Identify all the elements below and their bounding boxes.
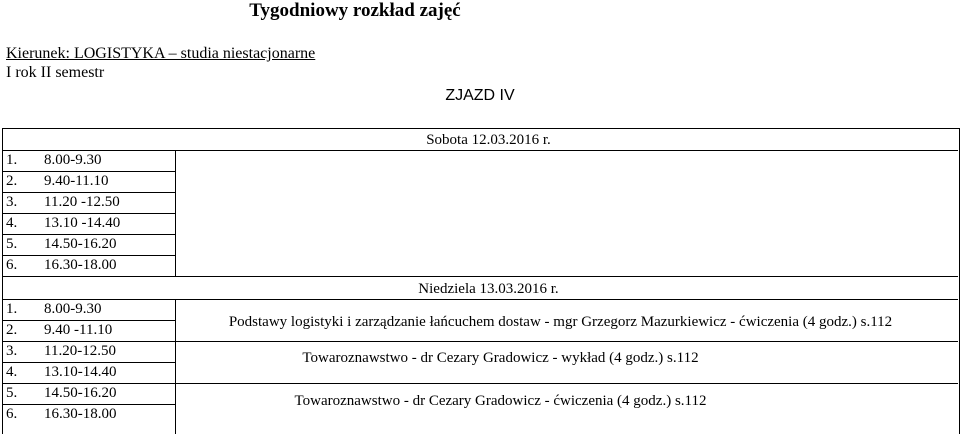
divider bbox=[3, 341, 958, 342]
divider bbox=[3, 150, 958, 151]
saturday-slot-1: 1. 8.00-9.30 bbox=[6, 152, 102, 168]
zjazd-label bbox=[0, 86, 960, 106]
saturday-slot-5: 5. 14.50-16.20 bbox=[6, 236, 117, 252]
sunday-slot-6: 6. 16.30-18.00 bbox=[6, 406, 117, 422]
saturday-slot-4: 4. 13.10 -14.40 bbox=[6, 215, 121, 231]
saturday-slot-2: 2. 9.40-11.10 bbox=[6, 173, 109, 189]
sunday-slot-5: 5. 14.50-16.20 bbox=[6, 385, 117, 401]
sunday-day-text: Niedziela 13.03.2016 r. bbox=[418, 281, 559, 297]
sunday-entry-1: Podstawy logistyki i zarządzanie łańcuchem dostaw - mgr Grzegorz Mazurkiewicz - ćwiczenia (4 godz.) s.112 bbox=[228, 314, 893, 330]
divider bbox=[3, 299, 958, 300]
sunday-day-header bbox=[3, 280, 958, 298]
divider bbox=[3, 276, 958, 277]
semester-label: I rok II semestr bbox=[6, 64, 105, 81]
saturday-slot-3: 3. 11.20 -12.50 bbox=[6, 194, 120, 210]
sunday-slot-2: 2. 9.40 -11.10 bbox=[6, 322, 113, 338]
schedule-grid bbox=[2, 128, 960, 434]
program-label bbox=[6, 45, 315, 63]
program-text: Kierunek: LOGISTYKA – studia niestacjonarne bbox=[6, 45, 316, 62]
divider bbox=[3, 383, 958, 384]
saturday-day-text: Sobota 12.03.2016 r. bbox=[426, 132, 551, 148]
sunday-slot-1: 1. 8.00-9.30 bbox=[6, 301, 102, 317]
sunday-slot-4: 4. 13.10-14.40 bbox=[6, 364, 117, 380]
sunday-entry-2: Towaroznawstwo - dr Cezary Gradowicz - wykład (4 godz.) s.112 bbox=[302, 350, 699, 366]
page-title: Tygodniowy rozkład zajęć bbox=[249, 0, 461, 21]
sunday-slot-3: 3. 11.20-12.50 bbox=[6, 343, 116, 359]
saturday-day-header bbox=[3, 131, 958, 149]
zjazd-text: ZJAZD IV bbox=[445, 87, 515, 104]
column-divider bbox=[175, 150, 176, 276]
sunday-entry-3: Towaroznawstwo - dr Cezary Gradowicz - ćwiczenia (4 godz.) s.112 bbox=[294, 393, 707, 409]
saturday-slot-6: 6. 16.30-18.00 bbox=[6, 257, 117, 273]
